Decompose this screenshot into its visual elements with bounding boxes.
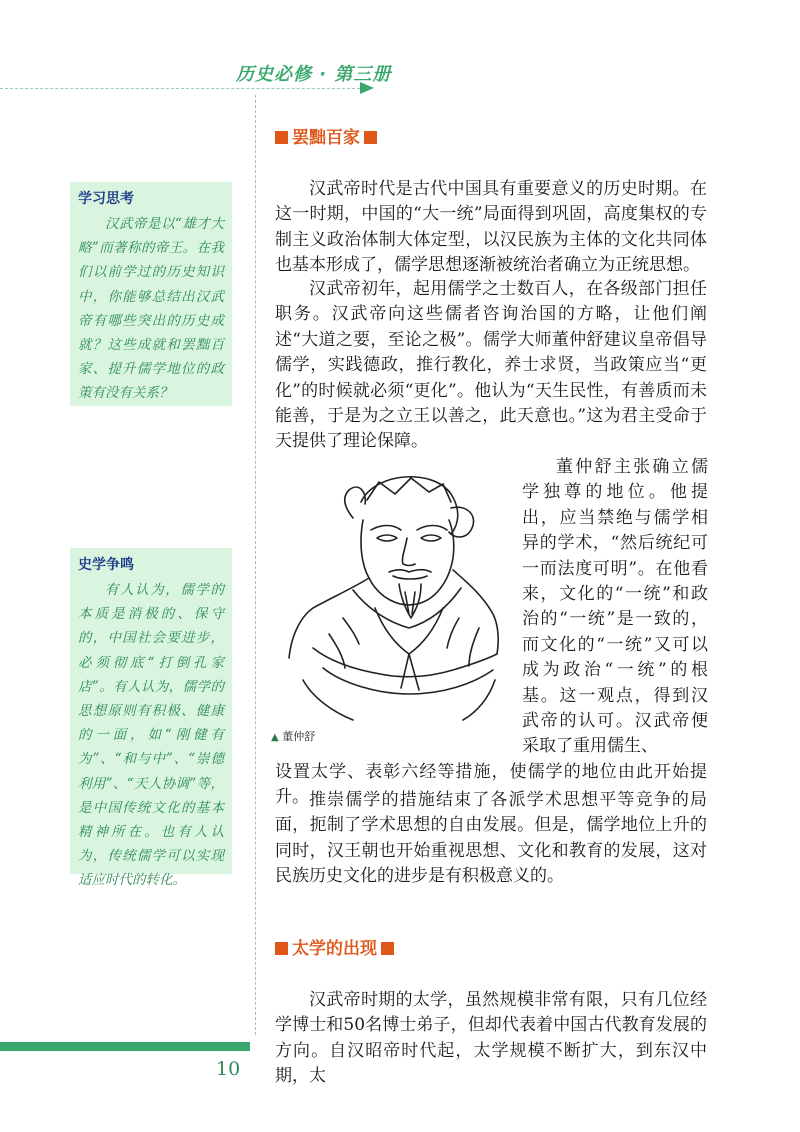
square-bullet-icon: [275, 942, 288, 955]
body-paragraph-wrapped: 董仲舒主张确立儒学独尊的地位。他提出，应当禁绝与儒学相异的学术，“然后统纪可一而法度可明”。在他看来，文化的“一统”和政治的“一统”是一致的，而文化的“一统”又可以成为政治“一统”的根基。这一观点，得到汉武帝的认可。汉武帝便采取了重用儒生、: [522, 457, 708, 757]
body-paragraph: 汉武帝时代是古代中国具有重要意义的历史时期。在这一时期，中国的“大一统”局面得到巩固，高度集权的专制主义政治体制大体定型，以汉民族为主体的文化共同体也基本形成了，儒学思想逐渐被统治者确立为正统思想。: [275, 179, 707, 276]
square-bullet-icon: [364, 131, 377, 144]
footer-bar: [0, 1042, 250, 1051]
book-title: 历史必修 · 第三册: [236, 64, 392, 85]
study-question-box: [70, 182, 232, 406]
body-paragraph: 汉武帝初年，起用儒学之士数百人，在各级部门担任职务。汉武帝向这些儒者咨询治国的方略，让他们阐述“大道之要，至论之极”。儒学大师董仲舒建议皇帝倡导儒学，实践德政，推行教化，养士求贤，当政策应当“更化”的时候就必须“更化”。他认为“天生民性，有善质而未能善，于是为之立王以善之，此天意也。”这为君主受命于天提供了理论保障。: [275, 279, 707, 452]
history-debate-text: 有人认为，儒学的本质是消极的、保守的，中国社会要进步，必须彻底“打倒孔家店”。有人认为，儒学的思想原则有积极、健康的一面，如“刚健有为”、“和与中”、“崇德利用”、“天人协调”等，是中国传统文化的基本精神所在。也有人认为，传统儒学可以实现适应时代的转化。: [78, 582, 224, 889]
body-paragraph: 汉武帝时期的太学，虽然规模非常有限，只有几位经学博士和50名博士弟子，但却代表着中国古代教育发展的方向。自汉昭帝时代起，太学规模不断扩大，到东汉中期，太: [275, 990, 707, 1087]
history-debate-box: [70, 548, 232, 889]
body-paragraph-continued: 设置太学、表彰六经等措施，使儒学的地位由此开始提升。: [275, 762, 707, 808]
page-number: 10: [216, 1058, 241, 1080]
header-arrow-icon: [360, 82, 374, 94]
section-heading-confucianism: 罢黜百家: [275, 123, 377, 148]
figure-caption: ▲ 董仲舒: [271, 730, 316, 743]
body-paragraph: 推崇儒学的措施结束了各派学术思想平等竞争的局面，扼制了学术思想的自由发展。但是，儒学地位上升的同时，汉王朝也开始重视思想、文化和教育的发展，这对民族历史文化的进步是有积极意义的。: [275, 790, 707, 887]
history-debate-title: 史学争鸣: [78, 557, 134, 573]
square-bullet-icon: [381, 942, 394, 955]
column-divider: [255, 95, 256, 1035]
square-bullet-icon: [275, 131, 288, 144]
triangle-marker-icon: ▲: [271, 732, 279, 743]
study-question-title: 学习思考: [78, 191, 134, 207]
header-divider: [0, 88, 360, 89]
dong-zhongshu-portrait: [283, 458, 503, 724]
study-question-text: 汉武帝是以“雄才大略”而著称的帝王。在我们以前学过的历史知识中，你能够总结出汉武帝有哪些突出的历史成就？这些成就和罢黜百家、提升儒学地位的政策有没有关系？: [78, 216, 224, 402]
section-heading-imperial-academy: 太学的出现: [275, 934, 394, 959]
